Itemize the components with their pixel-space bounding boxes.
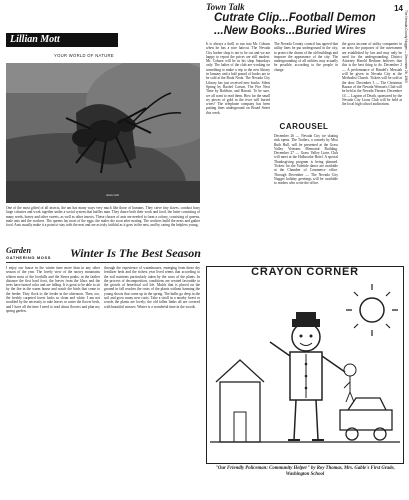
headline-line2: ...New Books...Buried Wires xyxy=(214,25,366,37)
side-meta: The Nevada County Nugget — December 26, 1963 xyxy=(404,10,408,83)
gm-logo-line2: GATHERING MOSS xyxy=(6,255,51,260)
headline-line1: Cutrate Clip...Football Demon xyxy=(214,12,376,24)
photo-credit: Alan Gill xyxy=(106,193,119,197)
crayon-drawing xyxy=(210,282,400,458)
crayon-caption: "Our Friendly Policeman: Community Helper" by Roy Thomas, Mrs. Gable's First Grade, Washington School xyxy=(215,466,395,477)
section-title: Town Talk xyxy=(206,2,245,12)
gathering-moss-logo xyxy=(6,247,66,259)
winter-article-col1: I enjoy our house in the winter time more than in any other season of the year. The lovely view of the snowy mountains whiten most of the foothills and the Sierra peaks; in the farther distance the first hard frost, the leaves from the lilacs and the trees have turned color and are falling. It is great to be able to sit by the fire in the warm house and watch the birds that come to the feeder. They flock to the feeder in the afternoon. Then, too, the freshly carpeted forest looks so clean and white. I am not troubled by the necessity to rake leaves or water the flower beds, and I have all the time I need to read about flowers and plan my spring garden. xyxy=(6,266,100,313)
photo-caption: One of the most gifted of all insects, the ant has many ways very much like those of humans. They carve tiny slaves, conduct busy large colonies and work together under a social system that baffles man. They dance both their work and food, the latter consisting of many seeds, honey and other sweets, as well as other insects. These classes of ants are needed to form a colony, consisting of queens, male ants and the workers. The queens lay most of the eggs; the males die soon after mating. The workers build the nests and gather food. Ants usually make it a point to stay with the nest and are as truly faithful as it goes in the nest, and by caring the helpless young. xyxy=(6,206,200,228)
winter-article-title: Winter Is The Best Season xyxy=(70,246,201,260)
gm-logo-line1: Garden xyxy=(6,246,31,255)
town-talk-col1: It is always a thrill to run into Mr. Coburn when he has a nice haircut. The Nevada City barber shop is not to be cut and we are happy to report the prices are still modest. Mr. Coburn will be in his shop Saturdays only. The ladies of the club are working on something to make a trip to the new library in January and a half pound of books are to be sold at the Book Nook. The Nevada City Library has just received new books: Silent Spring by Rachel Carson, The Fire Next Time by Baldwin, and Hawaii. To be sure, we all want to read them. How far the small try pieces of gold in the river will buried wires? The telephone company has been putting lines underground on Broad Street this week. xyxy=(206,42,270,115)
column-subtitle: YOUR WORLD OF NATURE xyxy=(54,53,114,58)
carousel-heading: CAROUSEL xyxy=(279,122,329,131)
page-number: 14 xyxy=(394,4,403,13)
town-talk-col2-top: The Nevada County council has agreed that utility lines be put underground in the city, to protect the charm of the old buildings and improve the appearance of the city. The undergrounding of all utilities may actually be possible, according to the people in charge. xyxy=(274,42,338,72)
town-talk-col3: the gross income of utility companies in an area; the purposes of the assessment are established by law and may only be used for the undergrounding. District Attorney Harold Berliner believes that this is the best thing to do. December 2 — A performance of Handel's Messiah will be given in Nevada City at the Methodist Church. Tickets will be sold at the door. December 3 — The Christmas Bazaar of the Nevada Woman's Club will be held at the Nevada Theatre. December 14 — Lagoon of Death, sponsored by the Nevada City Lions Club will be held at the local high school auditorium. xyxy=(342,42,402,107)
winter-article-col2: through the experience of warmhouses, emerging from these dry fertilizer beds and the richest year lived seems that according to the soil nutrients particularly taken by the roots of the plants. In the process of decomposition, conditions are created favorable to the growth of beneficial soil life. Mulch that is placed on the ground in fall reaches the roots of the plants without harming the young shoots that come up in the spring. The bulbs go deep in the soil and grow many new roots. Take a stroll in a nearby forest or woods the plants are lovely; the old fallen limbs all are covered with beautiful mosses. Winter is a wonderful time in the woods. xyxy=(104,266,200,309)
carousel-listing: December 26 — Nevada City ice skating rink opens. The Trailers, a comedy by Miss Ruth Hull, will be presented at the Grass Valley Veterans Memorial Building. December 27 — Grass Valley Lions Club will meet at the Holbrooke Hotel. A special Thanksgiving program is being planned. Tickets for the Yuletide dance are available at the Chamber of Commerce office. Through December — The Nevada City Nugget holiday greetings will be available to readers who write the office. xyxy=(274,134,338,186)
crayon-corner-title: CRAYON CORNER xyxy=(251,266,359,278)
policeman-drawing xyxy=(210,282,400,458)
ant-photo xyxy=(6,63,200,203)
divider xyxy=(6,262,200,263)
town-talk-headline xyxy=(214,12,394,38)
ant-photo-art xyxy=(6,63,200,203)
column-masthead: Lillian Mott xyxy=(6,33,118,47)
